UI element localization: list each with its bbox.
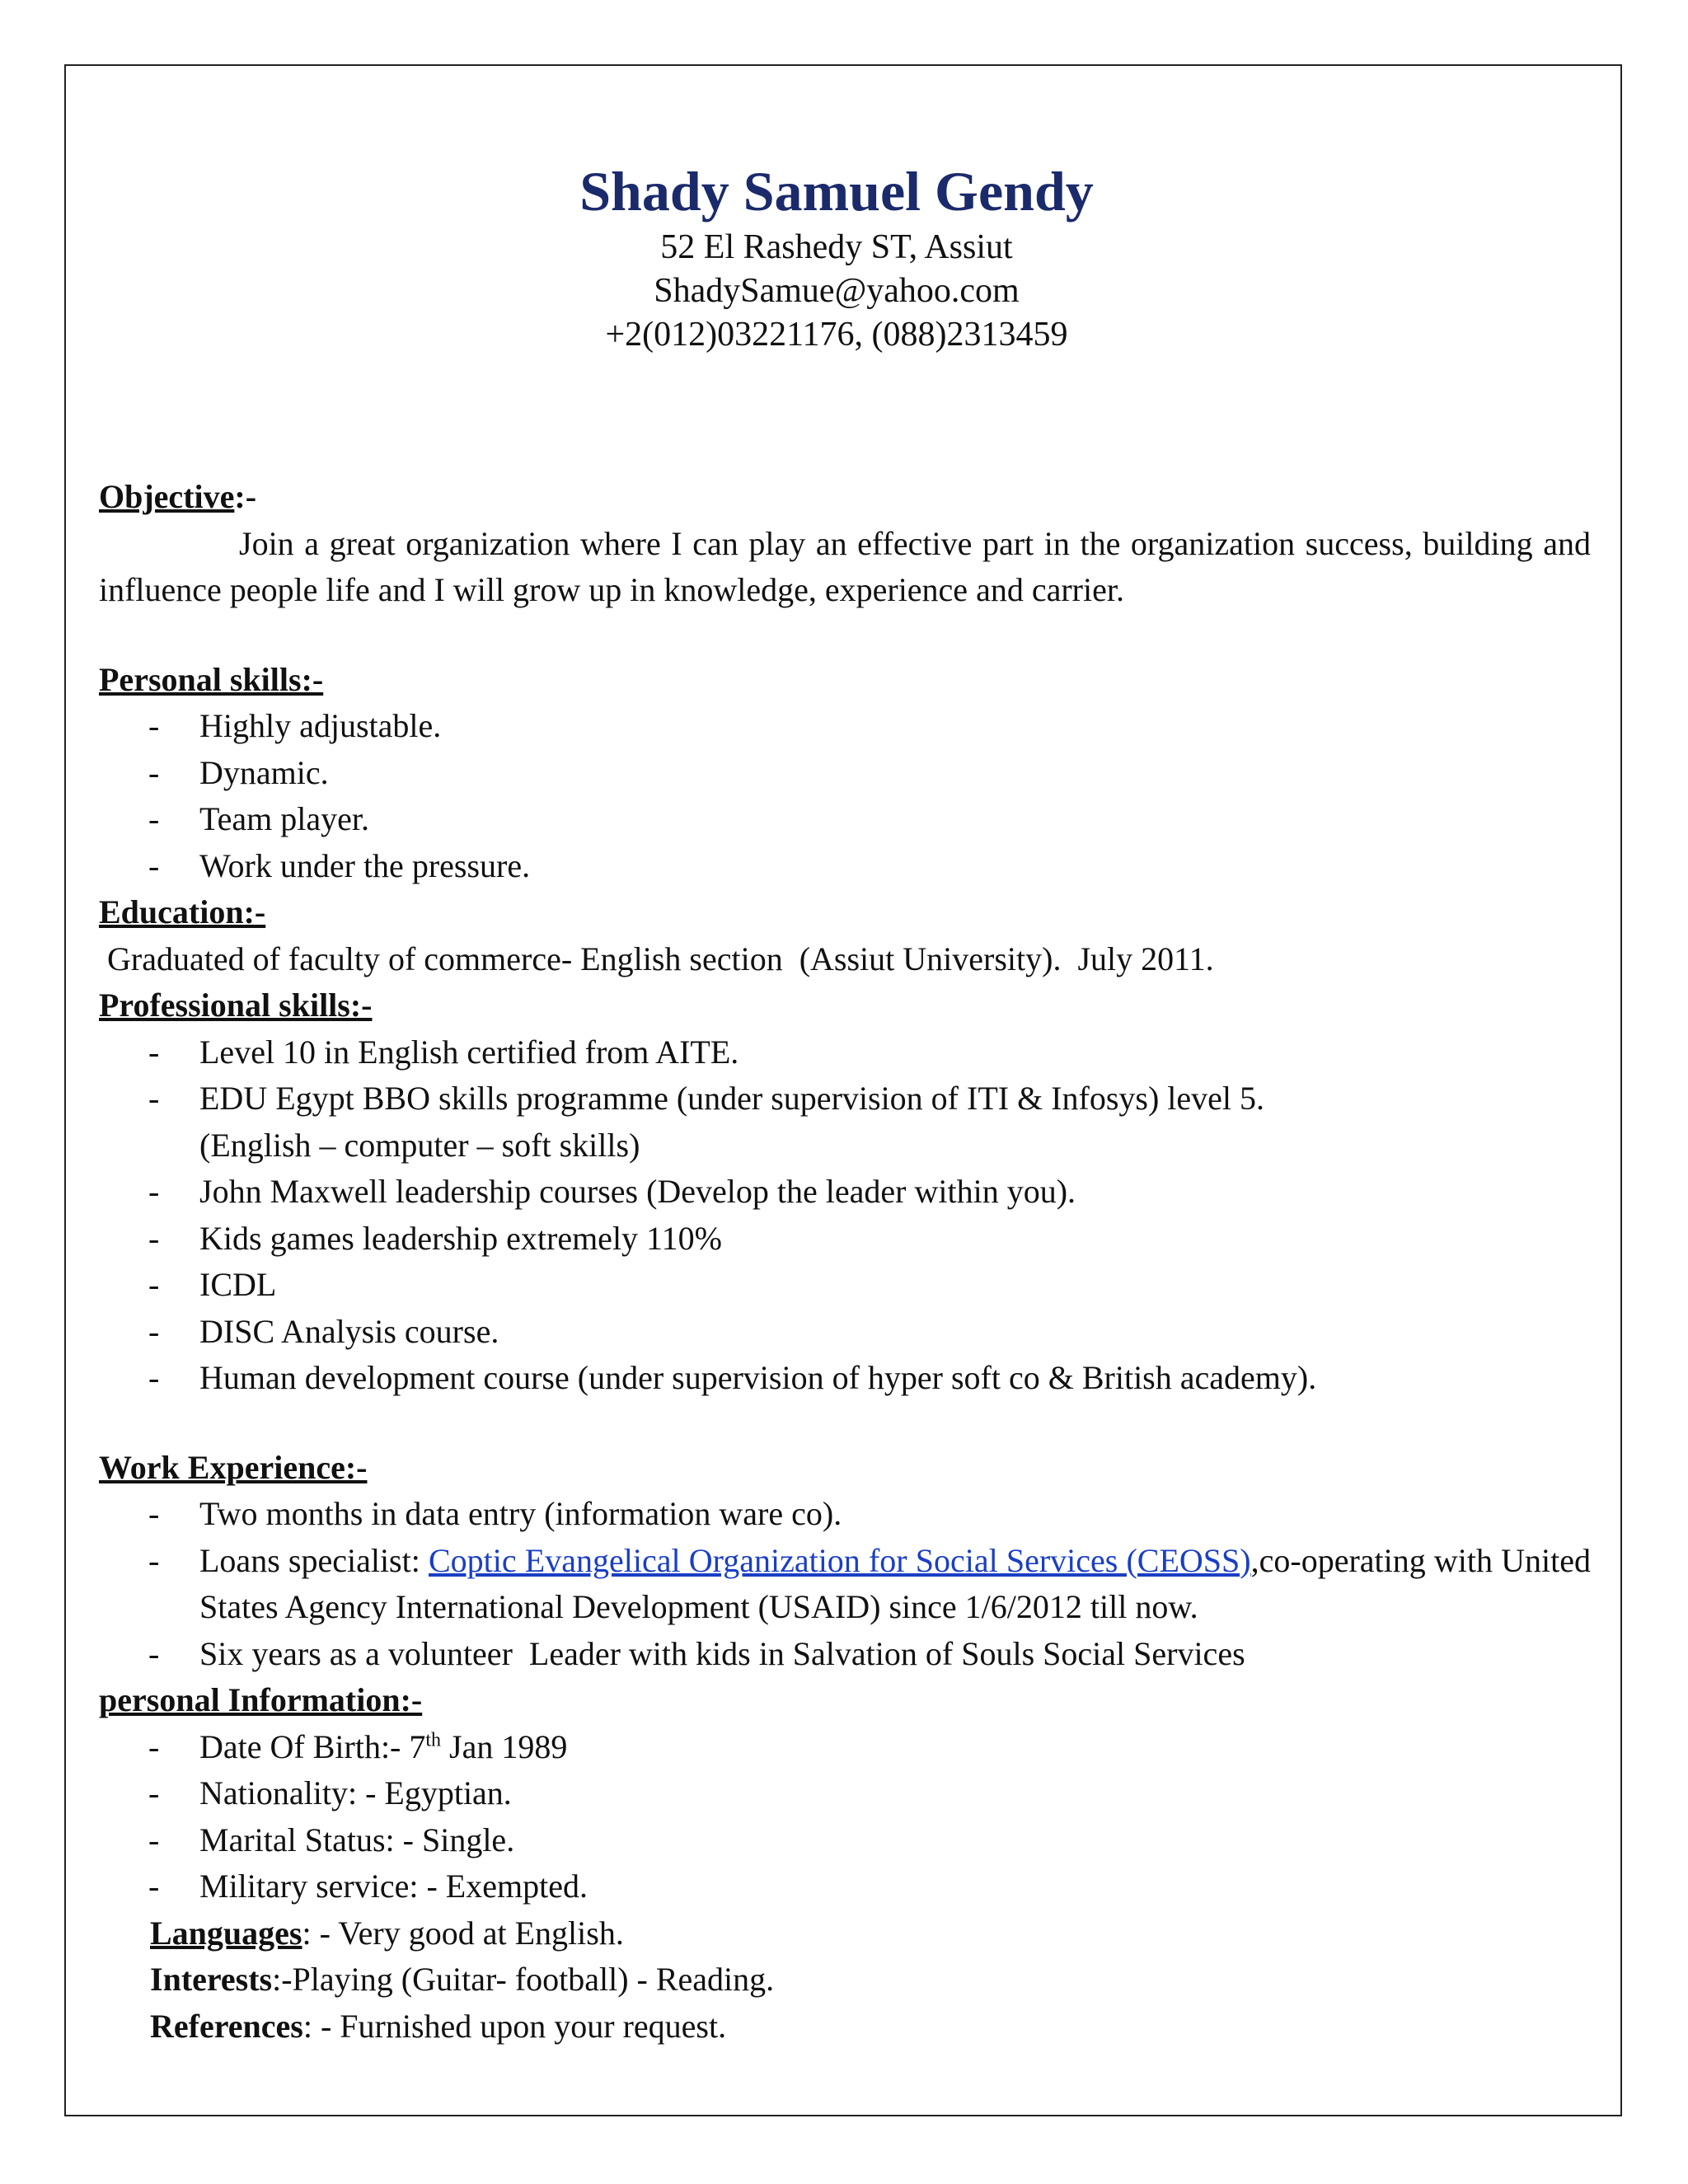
email[interactable]: ShadySamue@yahoo.com xyxy=(654,272,1020,310)
personal-information-section xyxy=(99,1677,1591,1910)
phone: +2(012)03221176, (088)2313459 xyxy=(605,316,1068,354)
objective-section xyxy=(99,474,1591,614)
list-item: - Nationality: - Egyptian. xyxy=(148,1774,512,1811)
list-item: - Dynamic. xyxy=(148,753,329,791)
ceoss-link[interactable]: Coptic Evangelical Organization for Social Services (CEOSS) xyxy=(429,1541,1251,1579)
list-item: - Marital Status: - Single. xyxy=(148,1821,515,1858)
interests-line: Interests:-Playing (Guitar- football) - Reading. xyxy=(150,1961,775,1998)
objective-heading: Objective xyxy=(99,478,235,515)
list-item: - DISC Analysis course. xyxy=(148,1312,499,1350)
list-item: - Military service: - Exempted. xyxy=(148,1868,588,1905)
list-item: - Two months in data entry (information ware co). xyxy=(148,1495,842,1532)
personal-skills-heading: Personal skills:- xyxy=(99,660,324,698)
list-item: - Kids games leadership extremely 110% xyxy=(148,1219,722,1257)
languages-line: Languages: - Very good at English. xyxy=(150,1914,624,1952)
list-item: - EDU Egypt BBO skills programme (under supervision of ITI & Infosys) level 5. (English – computer – soft skills) xyxy=(148,1080,1265,1164)
personal-skills-section xyxy=(99,657,1591,890)
education-heading: Education:- xyxy=(99,893,266,930)
references-line: References: - Furnished upon your request. xyxy=(150,2007,727,2045)
list-item: - John Maxwell leadership courses (Develop the leader within you). xyxy=(148,1173,1076,1210)
list-item: - Work under the pressure. xyxy=(148,846,531,884)
extras-section xyxy=(99,1910,1591,2050)
list-item: - Highly adjustable. xyxy=(148,707,442,744)
list-item: - ICDL xyxy=(148,1266,277,1303)
professional-skills-heading: Professional skills:- xyxy=(99,987,373,1024)
resume-content xyxy=(99,157,1591,2050)
objective-heading-suffix: :- xyxy=(234,478,257,515)
candidate-name: Shady Samuel Gendy xyxy=(579,160,1094,223)
list-item: - Date Of Birth:- 7th Jan 1989 xyxy=(148,1727,568,1765)
address: 52 El Rashedy ST, Assiut xyxy=(660,228,1013,266)
list-item: - Six years as a volunteer Leader with kids in Salvation of Souls Social Services xyxy=(148,1634,1245,1672)
education-section xyxy=(99,889,1591,982)
list-item: - Team player. xyxy=(148,800,369,837)
work-experience-section xyxy=(99,1445,1591,1678)
resume-header xyxy=(99,157,1574,357)
list-item: - Loans specialist: Coptic Evangelical Organization for Social Services (CEOSS),co-operating with United States Agency International Development (USAID) since 1/6/2012 till now. xyxy=(148,1541,1592,1625)
personal-information-heading: personal Information:- xyxy=(99,1681,423,1718)
education-text: Graduated of faculty of commerce- English section (Assiut University). July 2011. xyxy=(99,940,1214,977)
list-item: - Human development course (under supervision of hyper soft co & British academy). xyxy=(148,1359,1317,1396)
professional-skills-section xyxy=(99,982,1591,1402)
work-experience-heading: Work Experience:- xyxy=(99,1448,368,1486)
objective-text: Join a great organization where I can play an effective part in the organization success, building and influence people life and I will grow up in knowledge, experience and carrier. xyxy=(99,524,1591,608)
list-item: - Level 10 in English certified from AITE. xyxy=(148,1033,739,1071)
